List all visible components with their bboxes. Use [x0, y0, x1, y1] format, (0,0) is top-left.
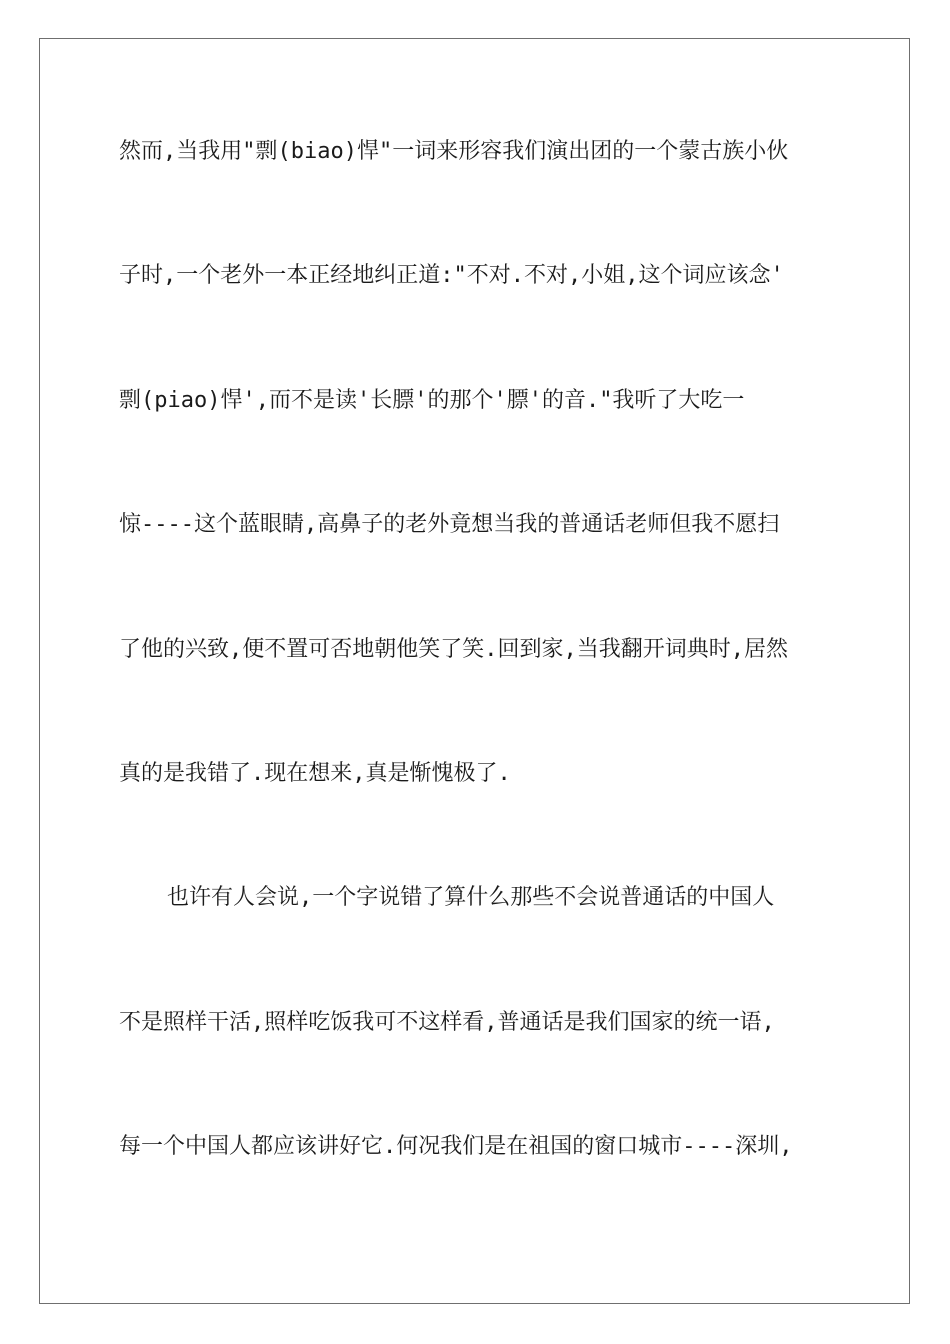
- text-line-5: 了他的兴致,便不置可否地朝他笑了笑.回到家,当我翻开词典时,居然: [119, 637, 788, 662]
- text-line-2: 子时,一个老外一本正经地纠正道:"不对.不对,小姐,这个词应该念': [119, 263, 784, 288]
- text-line-9: 每一个中国人都应该讲好它.何况我们是在祖国的窗口城市----深圳,: [119, 1134, 793, 1159]
- text-line-4: 惊----这个蓝眼睛,高鼻子的老外竟想当我的普通话老师但我不愿扫: [119, 512, 780, 537]
- document-page: [39, 38, 910, 1304]
- text-line-7: 也许有人会说,一个字说错了算什么那些不会说普通话的中国人: [167, 885, 775, 910]
- text-line-8: 不是照样干活,照样吃饭我可不这样看,普通话是我们国家的统一语,: [119, 1010, 775, 1035]
- text-line-6: 真的是我错了.现在想来,真是惭愧极了.: [119, 761, 511, 786]
- text-line-1: 然而,当我用"剽(biao)悍"一词来形容我们演出团的一个蒙古族小伙: [119, 139, 789, 164]
- text-line-3: 剽(piao)悍',而不是读'长膘'的那个'膘'的音."我听了大吃一: [119, 388, 745, 413]
